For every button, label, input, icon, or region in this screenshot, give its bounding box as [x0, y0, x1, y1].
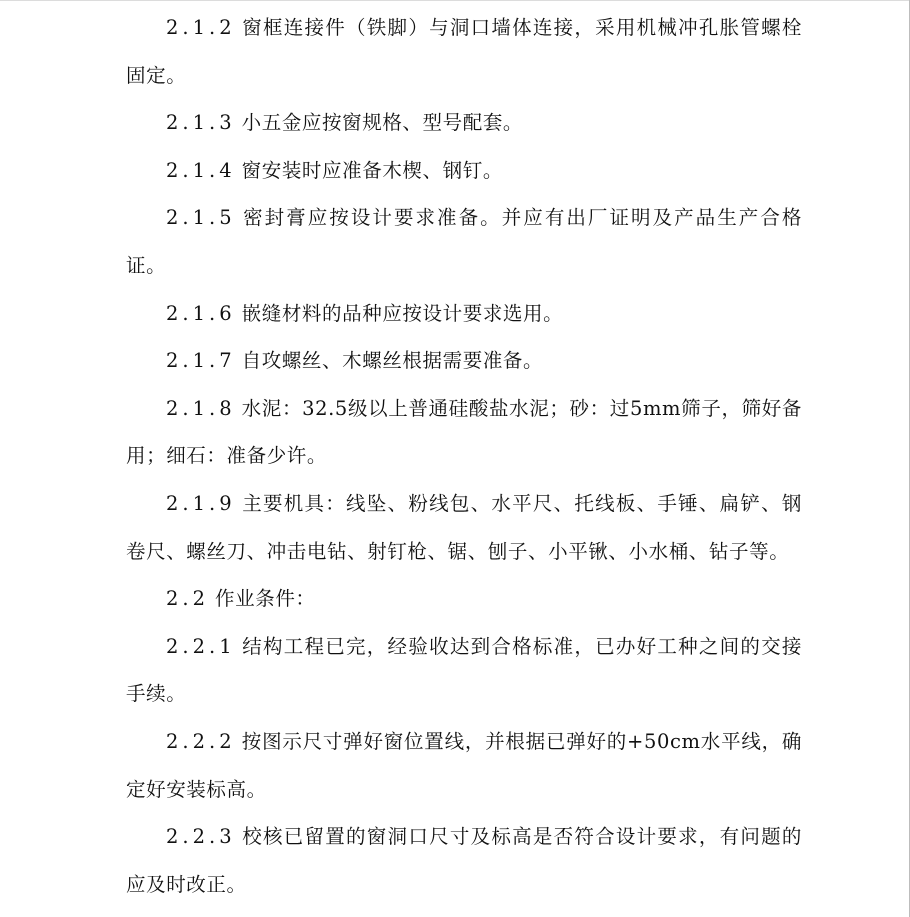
paragraph-2-1-2: [126, 4, 802, 99]
paragraph-2-2-3: [126, 813, 802, 908]
paragraph-text: 窗框连接件（铁脚）与洞口墙体连接，采用机械冲孔胀管螺栓固定。: [126, 16, 802, 87]
paragraph-number: 2.1.4: [166, 158, 236, 182]
paragraph-text: 校核已留置的窗洞口尺寸及标高是否符合设计要求，有问题的应及时改正。: [126, 825, 802, 896]
paragraph-number: 2.2.1: [166, 634, 236, 658]
paragraph-number: 2.1.3: [166, 111, 236, 135]
paragraph-number: 2.1.5: [166, 206, 236, 230]
paragraph-text: 水泥：32.5级以上普通硅酸盐水泥；砂：过5mm筛子，筛好备用；细石：准备少许。: [126, 396, 802, 468]
paragraph-text: 小五金应按窗规格、型号配套。: [241, 111, 524, 135]
paragraph-2-1-7: [126, 337, 802, 385]
paragraph-text: 密封膏应按设计要求准备。并应有出厂证明及产品生产合格证。: [126, 206, 802, 277]
paragraph-2-2-1: [126, 623, 802, 718]
paragraph-number: 2.2.2: [166, 729, 236, 753]
paragraph-number: 2.1.6: [166, 301, 236, 325]
paragraph-number: 2.2.3: [166, 825, 236, 849]
paragraph-text: 嵌缝材料的品种应按设计要求选用。: [241, 301, 564, 325]
document-body: [126, 4, 802, 908]
paragraph-2-1-5: [126, 194, 802, 289]
paragraph-2-1-8: [126, 385, 802, 480]
paragraph-2-2: [126, 575, 802, 623]
paragraph-number: 2.1.2: [166, 16, 236, 39]
paragraph-text: 主要机具：线坠、粉线包、水平尺、托线板、手锤、扁铲、钢卷尺、螺丝刀、冲击电钻、射钉枪、锯、刨子、小平锹、小水桶、钻子等。: [126, 491, 802, 563]
page-top-edge: [0, 0, 910, 1]
paragraph-number: 2.1.8: [166, 396, 236, 420]
paragraph-2-2-2: [126, 718, 802, 813]
paragraph-2-1-9: [126, 480, 802, 575]
paragraph-text: 结构工程已完，经验收达到合格标准，已办好工种之间的交接手续。: [126, 634, 802, 706]
paragraph-text: 窗安装时应准备木楔、钢钉。: [241, 158, 503, 182]
paragraph-2-1-3: [126, 99, 802, 147]
paragraph-2-1-4: [126, 147, 802, 195]
paragraph-text: 按图示尺寸弹好窗位置线，并根据已弹好的+50cm水平线，确定好安装标高。: [126, 729, 802, 801]
paragraph-text: 作业条件：: [215, 587, 316, 611]
paragraph-2-1-6: [126, 290, 802, 338]
paragraph-number: 2.1.7: [166, 349, 236, 373]
paragraph-number: 2.2: [166, 587, 210, 611]
paragraph-number: 2.1.9: [166, 491, 236, 515]
paragraph-text: 自攻螺丝、木螺丝根据需要准备。: [241, 349, 544, 373]
